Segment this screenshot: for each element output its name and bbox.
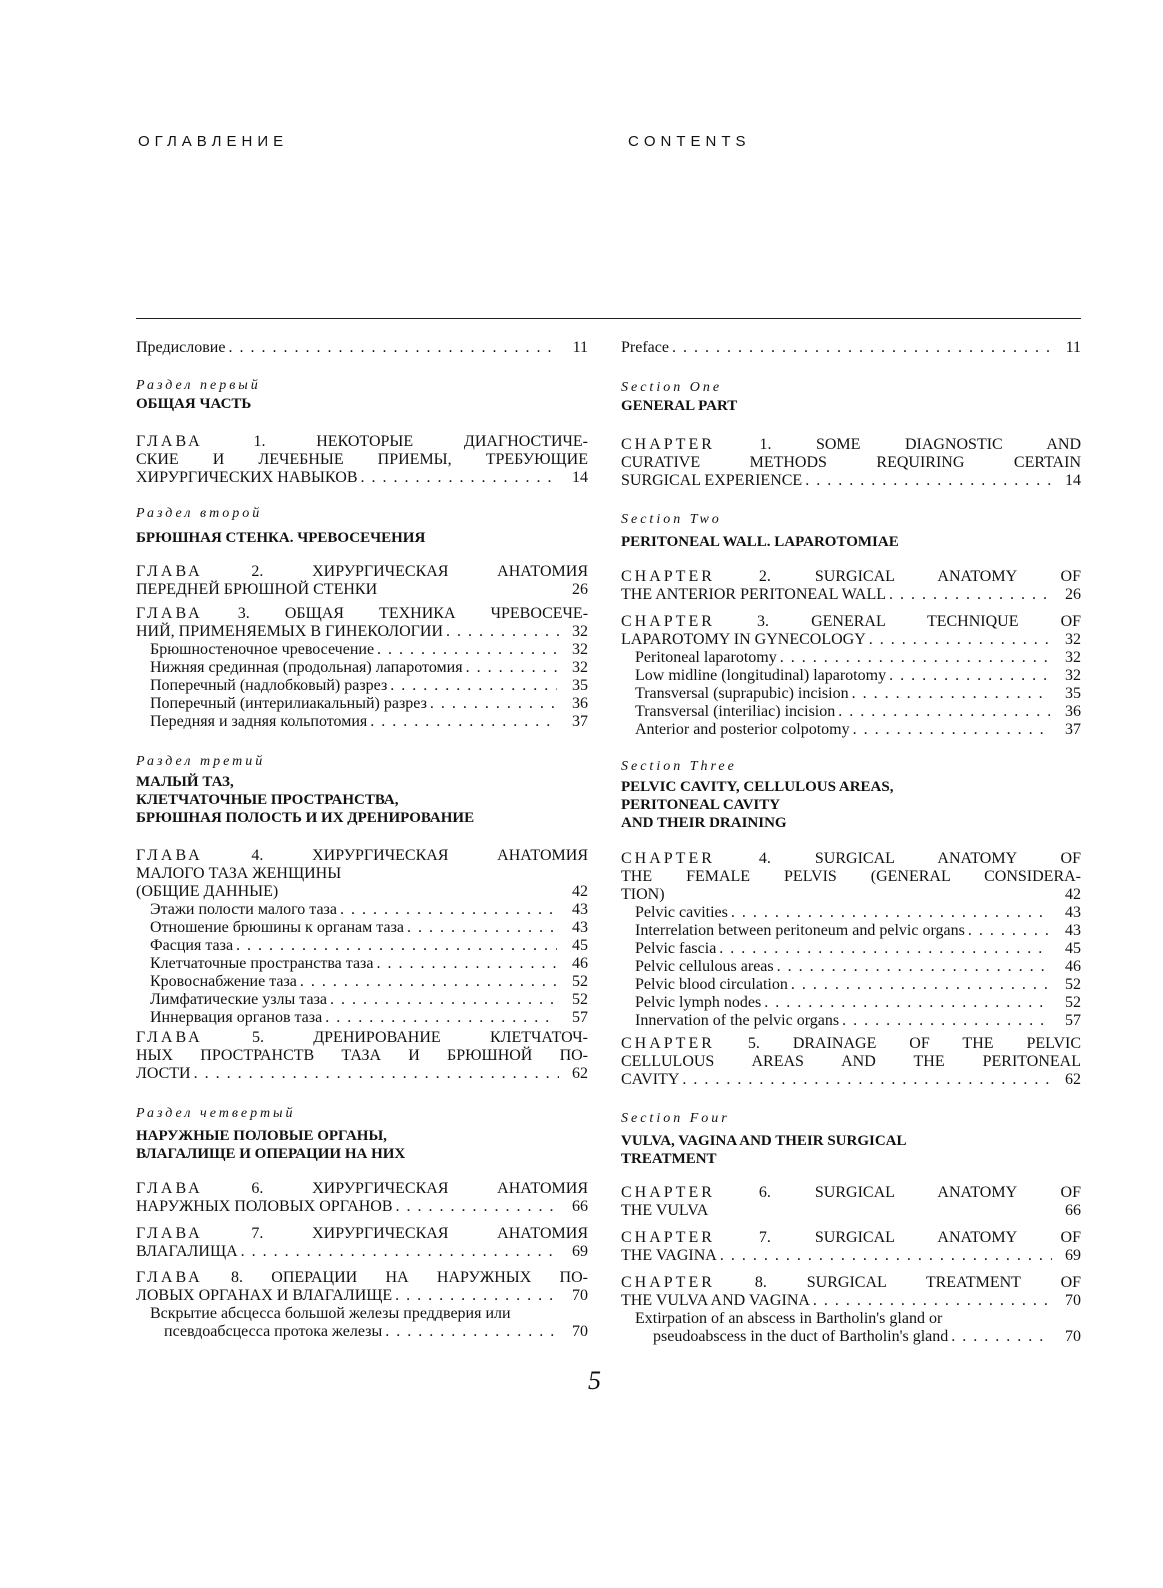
section-label: Раздел третий [136,754,266,769]
chapter-word: ГЛАВА [136,1029,203,1046]
subsection-entry[interactable] [150,713,588,731]
chapter-title-line: ХИРУРГИЧЕСКАЯ АНАТОМИЯ [312,563,588,580]
entry-page: 69 [1065,1247,1081,1264]
subsection-entry[interactable] [150,1009,588,1027]
entry-page: 62 [1065,1071,1081,1088]
subsection-entry[interactable] [150,695,588,713]
entry-page: 52 [1065,976,1081,993]
entry-page: 43 [1065,922,1081,939]
entry-page: 70 [572,1323,588,1340]
chapter-number: 1. [759,436,772,453]
chapter-word: ГЛАВА [136,1180,203,1197]
chapter-entry[interactable] [136,433,588,487]
entry-page: 37 [1065,721,1081,738]
section-title-line: БРЮШНАЯ ПОЛОСТЬ И ИХ ДРЕНИРОВАНИЕ [136,810,475,826]
entry-label: Нижняя срединная (продольная) лапаротомия [150,659,463,676]
section-title-line: AND THEIR DRAINING [621,815,787,831]
chapter-number: 7. [251,1225,264,1242]
entry-page: 70 [1065,1328,1081,1345]
chapter-word: CHAPTER [621,436,715,453]
section-label: Section Four [621,1111,730,1126]
subsection-entry[interactable] [150,991,588,1009]
entry-label: Предисловие [136,339,226,356]
subsection-entry[interactable] [635,721,1081,739]
entry-page: 43 [572,901,588,918]
subsection-entry[interactable] [635,994,1081,1012]
subsection-entry[interactable] [635,940,1081,958]
section-title: БРЮШНАЯ СТЕНКА. ЧРЕВОСЕЧЕНИЯ [136,530,426,546]
section-title: ОБЩАЯ ЧАСТЬ [136,396,252,412]
entry-page: 32 [1065,649,1081,666]
entry-label: Этажи полости малого таза [150,901,337,918]
section-title-line: НАРУЖНЫЕ ПОЛОВЫЕ ОРГАНЫ, [136,1128,387,1144]
entry-page: 52 [572,991,588,1008]
section-heading [136,753,588,827]
subsection-entry[interactable] [635,904,1081,922]
chapter-title-line: THE VULVA [621,1202,709,1219]
entry-page: 45 [1065,940,1081,957]
entry-label: Interrelation between peritoneum and pelvic organs [635,922,965,939]
chapter-entry[interactable] [621,1184,1081,1220]
section-heading [621,379,1081,415]
chapter-title-line: SURGICAL ANATOMY OF [814,850,1081,867]
chapter-title-line: THE FEMALE PELVIS (GENERAL CONSIDERA- [621,868,1081,885]
chapter-entry[interactable] [621,1274,1081,1346]
chapter-title-line: ХИРУРГИЧЕСКАЯ АНАТОМИЯ [312,1225,588,1242]
entry-page: 26 [572,581,588,598]
contents-title-ru: ОГЛАВЛЕНИЕ [138,133,289,150]
entry-page: 32 [1065,667,1081,684]
chapter-title-line: ДРЕНИРОВАНИЕ КЛЕТЧАТОЧ- [313,1029,589,1046]
subsection-entry[interactable] [635,1328,1081,1346]
section-title-line: VULVA, VAGINA AND THEIR SURGICAL [621,1133,907,1149]
subsection-entry[interactable] [635,703,1081,721]
chapter-title-line: SURGICAL TREATMENT OF [806,1274,1082,1291]
chapter-number: 8. [754,1274,767,1291]
chapter-word: CHAPTER [621,1035,715,1052]
subsection-entry[interactable] [635,922,1081,940]
subsection-entry[interactable] [150,901,588,919]
chapter-title-line: THE VAGINA [621,1247,717,1264]
section-title-line: КЛЕТЧАТОЧНЫЕ ПРОСТРАНСТВА, [136,792,399,808]
entry-label: Pelvic blood circulation [635,976,788,993]
chapter-title-line: ПЕРЕДНЕЙ БРЮШНОЙ СТЕНКИ [136,581,378,598]
chapter-title-line: ХИРУРГИЧЕСКАЯ АНАТОМИЯ [312,1180,588,1197]
entry-page: 32 [572,623,588,640]
chapter-entry[interactable] [621,1035,1081,1089]
section-title-line: МАЛЫЙ ТАЗ, [136,774,234,790]
entry-page: 66 [572,1198,588,1215]
entry-page: 32 [572,641,588,658]
chapter-title-line: ВЛАГАЛИЩА [136,1243,238,1260]
chapter-word: ГЛАВА [136,1225,203,1242]
entry-page: 69 [572,1243,588,1260]
entry-page: 70 [572,1287,588,1304]
chapter-entry[interactable] [621,1229,1081,1265]
chapter-title-line: SURGICAL ANATOMY OF [814,1229,1081,1246]
chapter-title-line: DRAINAGE OF THE PELVIC [792,1035,1082,1052]
chapter-title-line: НАРУЖНЫХ ПОЛОВЫХ ОРГАНОВ [136,1198,393,1215]
entry-page: 52 [1065,994,1081,1011]
section-label: Раздел четвертый [136,1106,296,1121]
subsection-entry[interactable] [150,659,588,677]
chapter-word: ГЛАВА [136,433,203,450]
entry-page: 42 [1065,886,1081,903]
chapter-title-line: SURGICAL EXPERIENCE [621,472,803,489]
chapter-title-line: SURGICAL ANATOMY OF [814,568,1081,585]
entry-label: Лимфатические узлы таза [150,991,327,1008]
section-label: Раздел второй [136,506,263,521]
entry-label: Anterior and posterior colpotomy [635,721,850,738]
entry-label: Клетчаточные пространства таза [150,955,374,972]
chapter-number: 2. [251,563,264,580]
entry-page: 32 [1065,631,1081,648]
entry-page: 11 [1065,339,1081,356]
chapter-title-line: НЫХ ПРОСТРАНСТВ ТАЗА И БРЮШНОЙ ПО- [136,1047,588,1064]
entry-page: 36 [1065,703,1081,720]
entry-page: 14 [572,469,588,486]
chapter-entry[interactable] [621,613,1081,739]
subsection-entry[interactable] [635,958,1081,976]
chapter-title-line: TION) [621,886,665,903]
entry-label: Pelvic lymph nodes [635,994,762,1011]
chapter-number: 5. [747,1035,760,1052]
entry-page: 32 [572,659,588,676]
chapter-entry[interactable] [136,1269,588,1341]
entry-page: 37 [572,713,588,730]
chapter-number: 8. [230,1269,243,1286]
entry-label: Innervation of the pelvic organs [635,1012,840,1029]
entry-label: Кровоснабжение таза [150,973,297,990]
section-label: Раздел первый [136,378,261,393]
entry-page: 52 [572,973,588,990]
chapter-word: CHAPTER [621,1274,715,1291]
section-label: Section One [621,380,723,395]
chapter-number: 5. [251,1029,264,1046]
entry-page: 43 [572,919,588,936]
chapter-title-line: GENERAL TECHNIQUE OF [811,613,1082,630]
chapter-title-line: CELLULOUS AREAS AND THE PERITONEAL [621,1053,1081,1070]
subsection-entry[interactable] [150,973,588,991]
chapter-title-line: ОБЩАЯ ТЕХНИКА ЧРЕВОСЕЧЕ- [284,605,589,622]
entry-page: 66 [1065,1202,1081,1219]
chapter-entry[interactable] [136,605,588,731]
chapter-entry[interactable] [621,850,1081,1030]
chapter-title-line: (ОБЩИЕ ДАННЫЕ) [136,883,279,900]
entry-label: Брюшностеночное чревосечение [150,641,375,658]
page-number: 5 [588,1366,601,1395]
chapter-title-line: SURGICAL ANATOMY OF [814,1184,1081,1201]
section-title-line: PELVIC CAVITY, CELLULOUS AREAS, [621,779,894,795]
chapter-number: 4. [251,847,264,864]
entry-page: 35 [1065,685,1081,702]
chapter-word: CHAPTER [621,1184,715,1201]
entry-page: 36 [572,695,588,712]
subsection-entry[interactable] [150,919,588,937]
entry-page: 35 [572,677,588,694]
entry-label: Поперечный (надлобковый) разрез [150,677,388,694]
section-title: PERITONEAL WALL. LAPAROTOMIAE [621,534,899,550]
entry-page: 70 [1065,1292,1081,1309]
chapter-number: 6. [251,1180,264,1197]
entry-label: Pelvic cavities [635,904,728,921]
chapter-title-line: МАЛОГО ТАЗА ЖЕНЩИНЫ [136,865,342,882]
chapter-title-line: ХИРУРГИЧЕСКИХ НАВЫКОВ [136,469,358,486]
entry-page: 62 [572,1065,588,1082]
chapter-number: 2. [758,568,771,585]
entry-page: 46 [572,955,588,972]
section-heading [136,1105,588,1163]
entry-label: Transversal (interiliac) incision [635,703,836,720]
contents-title-en: CONTENTS [628,133,751,150]
section-heading [136,377,588,413]
subsection-entry[interactable] [150,641,588,659]
chapter-title-line: СКИЕ И ЛЕЧЕБНЫЕ ПРИЕМЫ, ТРЕБУЮЩИЕ [136,451,588,468]
section-title-line: ВЛАГАЛИЩЕ И ОПЕРАЦИИ НА НИХ [136,1146,406,1162]
entry-label: Preface [621,339,669,356]
subsection-entry[interactable] [150,955,588,973]
entry-label: Фасция таза [150,937,234,954]
entry-label: Transversal (suprapubic) incision [635,685,849,702]
entry-label: Pelvic cellulous areas [635,958,774,975]
chapter-number: 1. [253,433,266,450]
subsection-entry[interactable] [150,1323,588,1341]
subsection-entry-line[interactable]: Extirpation of an abscess in Bartholin's gland or [635,1310,943,1327]
subsection-entry[interactable] [635,649,1081,667]
section-title: GENERAL PART [621,398,738,414]
entry-label: Иннервация органов таза [150,1009,323,1026]
chapter-title-line: CURATIVE METHODS REQUIRING CERTAIN [621,454,1081,471]
preface-entry[interactable] [621,339,1081,357]
section-label: Section Three [621,759,737,774]
entry-page: 26 [1065,586,1081,603]
chapter-number: 6. [758,1184,771,1201]
chapter-number: 7. [758,1229,771,1246]
section-heading [621,758,1081,832]
chapter-word: CHAPTER [621,568,715,585]
entry-label: Pelvic fascia [635,940,717,957]
entry-page: 43 [1065,904,1081,921]
chapter-title-line: SOME DIAGNOSTIC AND [815,436,1082,453]
chapter-word: CHAPTER [621,850,715,867]
section-heading [621,1110,1081,1168]
chapter-word: ГЛАВА [136,1269,203,1286]
section-label: Section Two [621,512,722,527]
chapter-number: 3. [757,613,769,630]
chapter-entry[interactable] [136,1225,588,1261]
subsection-entry-line[interactable]: Вскрытие абсцесса большой железы преддверия или [150,1305,511,1322]
chapter-title-line: НЕКОТОРЫЕ ДИАГНОСТИЧЕ- [316,433,588,450]
section-title-line: TREATMENT [621,1151,717,1167]
chapter-entry[interactable] [621,568,1081,604]
entry-page: 46 [1065,958,1081,975]
chapter-entry[interactable] [136,1029,588,1083]
chapter-number: 4. [758,850,771,867]
chapter-title-line: ЛОСТИ [136,1065,191,1082]
entry-label: псевдоабсцесса протока железы [164,1323,383,1340]
preface-entry[interactable] [136,339,588,357]
entry-page: 11 [572,339,588,356]
chapter-title-line: THE ANTERIOR PERITONEAL WALL [621,586,887,603]
entry-page: 57 [1065,1012,1081,1029]
entry-page: 42 [572,883,588,900]
chapter-entry[interactable] [136,1180,588,1216]
subsection-entry[interactable] [635,685,1081,703]
chapter-entry[interactable] [621,436,1081,490]
section-heading [136,505,588,547]
chapter-title-line: CAVITY [621,1071,680,1088]
subsection-entry[interactable] [635,1012,1081,1030]
chapter-word: ГЛАВА [136,563,203,580]
chapter-title-line: ОПЕРАЦИИ НА НАРУЖНЫХ ПО- [271,1269,588,1286]
chapter-entry[interactable] [136,563,588,599]
chapter-word: ГЛАВА [136,847,203,864]
chapter-title-line: THE VULVA AND VAGINA [621,1292,810,1309]
entry-page: 57 [572,1009,588,1026]
chapter-word: CHAPTER [621,613,715,630]
subsection-entry[interactable] [150,937,588,955]
chapter-number: 3. [237,605,250,622]
entry-label: Передняя и задняя кольпотомия [150,713,368,730]
entry-page: 14 [1065,472,1081,489]
subsection-entry[interactable] [635,667,1081,685]
subsection-entry[interactable] [635,976,1081,994]
chapter-entry[interactable] [136,847,588,1027]
chapter-word: ГЛАВА [136,605,203,622]
entry-label: Поперечный (интерилиакальный) разрез [150,695,427,712]
entry-label: pseudoabscess in the duct of Bartholin's gland [653,1328,949,1345]
chapter-title-line: LAPAROTOMY IN GYNECOLOGY [621,631,866,648]
entry-label: Low midline (longitudinal) laparotomy [635,667,887,684]
chapter-title-line: ЛОВЫХ ОРГАНАХ И ВЛАГАЛИЩЕ [136,1287,393,1304]
chapter-title-line: ХИРУРГИЧЕСКАЯ АНАТОМИЯ [312,847,588,864]
section-heading [621,511,1081,551]
chapter-word: CHAPTER [621,1229,715,1246]
entry-label: Отношение брюшины к органам таза [150,919,404,936]
header-rule [136,318,1081,319]
subsection-entry[interactable] [150,677,588,695]
entry-page: 45 [572,937,588,954]
entry-label: Peritoneal laparotomy [635,649,777,666]
chapter-title-line: НИЙ, ПРИМЕНЯЕМЫХ В ГИНЕКОЛОГИИ [136,623,444,640]
section-title-line: PERITONEAL CAVITY [621,797,781,813]
